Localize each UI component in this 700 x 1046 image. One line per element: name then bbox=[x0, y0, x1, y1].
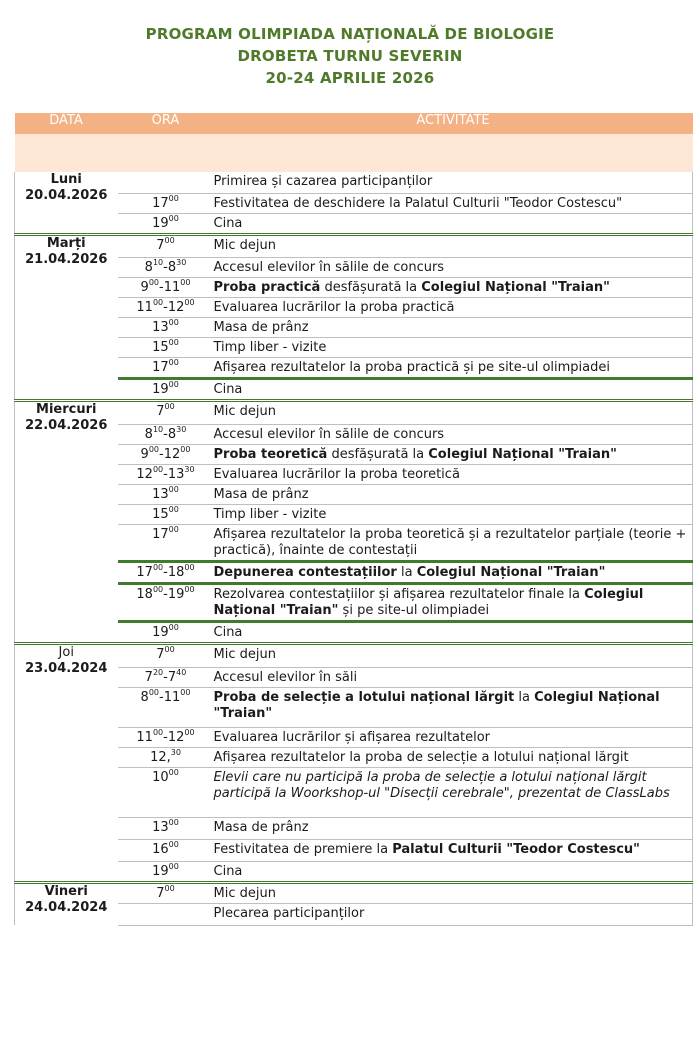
time-minute-end: 00 bbox=[184, 727, 195, 737]
activity-cell bbox=[214, 234, 693, 257]
time-cell: $9^{00}-11^{00}$ bbox=[118, 277, 214, 297]
activity-text: Plecarea participanților bbox=[213, 905, 365, 921]
time-cell bbox=[118, 861, 214, 882]
activity-text: Festivitatea de premiere la bbox=[213, 841, 393, 857]
activity-bold: Proba practică bbox=[213, 279, 321, 295]
time-minute: 00 bbox=[168, 357, 179, 367]
time-cell bbox=[118, 337, 214, 357]
time-hour: 15 bbox=[152, 506, 169, 522]
activity-bold: Colegiul Național "Traian" bbox=[213, 689, 660, 721]
time-cell: $8^{10}-8^{30}$ bbox=[118, 257, 214, 277]
schedule-table bbox=[14, 113, 693, 926]
table-row bbox=[15, 172, 693, 193]
time-minute-end: 30 bbox=[176, 424, 187, 434]
day-name: Miercuri bbox=[36, 401, 97, 417]
table-row bbox=[15, 643, 693, 667]
time-hour: 19 bbox=[152, 215, 169, 231]
time-minute-end: 00 bbox=[184, 297, 195, 307]
time-cell bbox=[118, 172, 214, 193]
time-hour: 11 bbox=[136, 729, 153, 745]
time-minute: 00 bbox=[168, 379, 179, 389]
table-row bbox=[15, 400, 693, 424]
time-hour: 17 bbox=[152, 359, 169, 375]
time-cell bbox=[118, 643, 214, 667]
activity-text: la bbox=[514, 689, 535, 705]
time-minute: 00 bbox=[164, 883, 175, 893]
time-hour: 16 bbox=[152, 841, 169, 857]
activity-text: Festivitatea de deschidere la Palatul Culturii "Teodor Costescu" bbox=[213, 195, 623, 211]
time-cell: $8^{00}-11^{00}$ bbox=[118, 687, 214, 727]
day-name: Joi bbox=[58, 644, 74, 660]
time-hour: 7 bbox=[144, 669, 153, 685]
time-minute: 00 bbox=[168, 622, 179, 632]
activity-cell bbox=[214, 861, 693, 882]
time-minute: 00 bbox=[148, 687, 160, 697]
time-hour: 9 bbox=[140, 446, 149, 462]
activity-bold: Colegiul Național "Traian" bbox=[428, 446, 617, 462]
time-cell bbox=[118, 193, 214, 213]
time-cell bbox=[118, 817, 214, 839]
time-hour: 7 bbox=[156, 646, 165, 662]
activity-text: Afișarea rezultatelor la proba teoretică și a rezultatelor parțiale (teorie + practică), înainte de contestații bbox=[213, 526, 687, 558]
time-minute-end: 00 bbox=[184, 562, 195, 572]
time-minute-end: 40 bbox=[176, 667, 187, 677]
time-hour: 8 bbox=[144, 259, 153, 275]
time-cell bbox=[118, 621, 214, 643]
time-hour: 19 bbox=[152, 624, 169, 640]
activity-text: Masa de prânz bbox=[213, 486, 309, 502]
activity-cell bbox=[214, 747, 693, 767]
time-minute: 00 bbox=[168, 337, 179, 347]
time-minute: 00 bbox=[168, 817, 179, 827]
activity-cell bbox=[214, 727, 693, 747]
activity-text: Cina bbox=[213, 215, 243, 231]
time-minute: 00 bbox=[148, 444, 160, 454]
activity-text: Accesul elevilor în săli bbox=[213, 669, 358, 685]
time-hour: 11 bbox=[136, 299, 153, 315]
activity-cell bbox=[214, 839, 693, 861]
table-header-row bbox=[15, 113, 693, 134]
activity-text: Accesul elevilor în sălile de concurs bbox=[213, 426, 445, 442]
time-cell bbox=[118, 317, 214, 337]
time-minute: 00 bbox=[152, 297, 164, 307]
activity-bold: Proba de selecție a lotului național lărgit bbox=[213, 689, 515, 705]
activity-cell bbox=[214, 277, 693, 297]
time-minute: 20 bbox=[152, 667, 164, 677]
activity-cell bbox=[214, 583, 693, 621]
activity-text: Afișarea rezultatelor la proba de selecție a lotului național lărgit bbox=[213, 749, 629, 765]
activity-cell bbox=[214, 213, 693, 234]
time-cell bbox=[118, 357, 214, 378]
activity-text: Accesul elevilor în sălile de concurs bbox=[213, 259, 445, 275]
day-name: Luni bbox=[50, 172, 82, 187]
time-hour-end: 7 bbox=[167, 669, 177, 685]
activity-text: la bbox=[396, 564, 417, 580]
activity-text: Mic dejun bbox=[213, 403, 276, 419]
activity-text: desfășurată la bbox=[320, 279, 422, 295]
activity-cell bbox=[214, 621, 693, 643]
activity-cell bbox=[214, 193, 693, 213]
day-cell bbox=[15, 882, 118, 925]
time-cell bbox=[118, 882, 214, 903]
activity-cell bbox=[214, 444, 693, 464]
time-cell: $7^{20}-7^{40}$ bbox=[118, 667, 214, 687]
day-name: Marți bbox=[46, 235, 86, 251]
time-cell bbox=[118, 524, 214, 561]
time-hour: 17 bbox=[152, 526, 169, 542]
activity-text: Timp liber - vizite bbox=[213, 339, 327, 355]
time-cell bbox=[118, 903, 214, 925]
activity-cell bbox=[214, 504, 693, 524]
time-minute: 00 bbox=[168, 193, 179, 203]
activity-cell bbox=[214, 524, 693, 561]
time-minute: 00 bbox=[168, 524, 179, 534]
time-hour-end: 12 bbox=[167, 729, 185, 745]
time-minute-end: 30 bbox=[176, 257, 187, 267]
activity-bold: Colegiul Național "Traian" bbox=[421, 279, 610, 295]
time-cell: $8^{10}-8^{30}$ bbox=[118, 424, 214, 444]
day-cell bbox=[15, 234, 118, 400]
time-hour: 13 bbox=[152, 486, 169, 502]
time-hour: 13 bbox=[152, 819, 169, 835]
activity-text: Timp liber - vizite bbox=[213, 506, 327, 522]
time-hour: 17 bbox=[152, 195, 169, 211]
header-activitate: ACTIVITATE bbox=[214, 113, 693, 134]
time-hour: 18 bbox=[136, 586, 153, 602]
activity-bold: Depunerea contestațiilor bbox=[213, 564, 397, 580]
time-hour: 13 bbox=[152, 319, 169, 335]
activity-cell bbox=[214, 357, 693, 378]
activity-bold: Colegiul Național "Traian" bbox=[416, 564, 606, 580]
activity-cell bbox=[214, 337, 693, 357]
program-title: PROGRAM OLIMPIADA NAȚIONALĂ DE BIOLOGIE bbox=[145, 25, 555, 43]
time-cell bbox=[118, 767, 214, 817]
activity-cell bbox=[214, 561, 693, 583]
activity-cell bbox=[214, 667, 693, 687]
time-hour: 7 bbox=[156, 885, 165, 901]
day-date: 21.04.2026 bbox=[25, 251, 108, 267]
activity-bold: Colegiul Național "Traian" bbox=[213, 586, 644, 618]
time-hour-end: 8 bbox=[167, 259, 177, 275]
time-cell: $9^{00}-12^{00}$ bbox=[118, 444, 214, 464]
day-date: 24.04.2024 bbox=[25, 899, 108, 915]
activity-cell bbox=[214, 643, 693, 667]
time-minute: 00 bbox=[168, 839, 179, 849]
time-hour: 19 bbox=[152, 381, 169, 397]
day-cell bbox=[15, 643, 118, 882]
activity-text: Mic dejun bbox=[213, 237, 276, 253]
time-cell: $11^{00}-12^{00}$ bbox=[118, 727, 214, 747]
time-cell: $12^{00}-13^{30}$ bbox=[118, 464, 214, 484]
activity-text: Evaluarea lucrărilor și afișarea rezultatelor bbox=[213, 729, 491, 745]
time-minute: 00 bbox=[168, 213, 179, 223]
time-hour-end: 19 bbox=[167, 586, 185, 602]
day-cell bbox=[15, 172, 118, 234]
time-minute: 00 bbox=[164, 235, 175, 245]
time-hour: 10 bbox=[152, 769, 169, 785]
time-hour: 9 bbox=[140, 279, 149, 295]
activity-text: Cina bbox=[213, 624, 243, 640]
activity-text: Afișarea rezultatelor la proba practică și pe site-ul olimpiadei bbox=[213, 359, 610, 375]
time-minute: 00 bbox=[168, 767, 179, 777]
time-hour: 7 bbox=[156, 237, 165, 253]
time-minute: 00 bbox=[168, 484, 179, 494]
time-hour: 17 bbox=[136, 564, 153, 580]
activity-cell bbox=[214, 378, 693, 400]
time-cell: $18^{00}-19^{00}$ bbox=[118, 583, 214, 621]
activity-cell bbox=[214, 257, 693, 277]
day-cell bbox=[15, 400, 118, 643]
activity-cell bbox=[214, 903, 693, 925]
time-minute: 00 bbox=[168, 504, 179, 514]
time-cell bbox=[118, 504, 214, 524]
activity-text: Primirea și cazarea participanților bbox=[213, 174, 433, 189]
time-minute: 00 bbox=[148, 277, 160, 287]
time-hour: 19 bbox=[152, 863, 169, 879]
day-date: 20.04.2026 bbox=[25, 188, 108, 203]
time-hour: 12, bbox=[150, 749, 171, 765]
time-cell bbox=[118, 839, 214, 861]
table-row bbox=[15, 234, 693, 257]
day-date: 23.04.2024 bbox=[25, 660, 108, 676]
time-minute: 00 bbox=[168, 861, 179, 871]
time-minute-end: 00 bbox=[180, 687, 191, 697]
time-hour: 8 bbox=[144, 426, 153, 442]
header-data: DATA bbox=[15, 113, 118, 134]
time-minute-end: 00 bbox=[184, 584, 195, 594]
time-cell bbox=[118, 234, 214, 257]
time-minute: 10 bbox=[152, 257, 164, 267]
program-dates: 20-24 APRILIE 2026 bbox=[265, 69, 435, 87]
activity-cell bbox=[214, 817, 693, 839]
time-minute: 00 bbox=[164, 644, 175, 654]
time-hour-end: 18 bbox=[167, 564, 185, 580]
time-hour: 8 bbox=[140, 689, 149, 705]
activity-cell bbox=[214, 297, 693, 317]
time-hour: 7 bbox=[156, 403, 165, 419]
time-cell bbox=[118, 400, 214, 424]
table-row bbox=[15, 882, 693, 903]
activity-text: și pe site-ul olimpiadei bbox=[338, 602, 490, 618]
time-hour-end: 12 bbox=[167, 299, 185, 315]
time-minute: 00 bbox=[164, 401, 175, 411]
time-minute-end: 30 bbox=[184, 464, 195, 474]
activity-note: Elevii care nu participă la proba de selecție a lotului național lărgit participă la Woorkshop-ul "Disecții cerebrale", prezentat de ClassLabs bbox=[213, 769, 670, 801]
header-ora: ORA bbox=[118, 113, 214, 134]
time-minute: 00 bbox=[152, 562, 164, 572]
activity-cell bbox=[214, 317, 693, 337]
time-minute: 00 bbox=[152, 584, 164, 594]
time-minute-end: 00 bbox=[180, 444, 191, 454]
activity-text: Masa de prânz bbox=[213, 319, 309, 335]
activity-text: Evaluarea lucrărilor la proba teoretică bbox=[213, 466, 460, 482]
activity-cell bbox=[214, 484, 693, 504]
time-cell bbox=[118, 378, 214, 400]
activity-text: Cina bbox=[213, 863, 243, 879]
time-minute: 30 bbox=[170, 747, 181, 757]
activity-cell bbox=[214, 424, 693, 444]
day-date: 22.04.2026 bbox=[25, 417, 108, 433]
time-minute: 10 bbox=[152, 424, 164, 434]
time-minute-end: 00 bbox=[180, 277, 191, 287]
activity-cell bbox=[214, 767, 693, 817]
time-cell: $11^{00}-12^{00}$ bbox=[118, 297, 214, 317]
time-hour-end: 11 bbox=[163, 689, 181, 705]
activity-cell bbox=[214, 687, 693, 727]
day-name: Vineri bbox=[44, 883, 88, 899]
time-hour: 15 bbox=[152, 339, 169, 355]
time-hour: 12 bbox=[136, 466, 153, 482]
time-hour-end: 11 bbox=[163, 279, 181, 295]
activity-bold: Palatul Culturii "Teodor Costescu" bbox=[392, 841, 640, 857]
activity-cell bbox=[214, 172, 693, 193]
activity-text: Evaluarea lucrărilor la proba practică bbox=[213, 299, 455, 315]
time-minute: 00 bbox=[168, 317, 179, 327]
activity-text: Mic dejun bbox=[213, 885, 276, 901]
activity-text: Mic dejun bbox=[213, 646, 276, 662]
activity-cell bbox=[214, 464, 693, 484]
time-minute: 00 bbox=[152, 464, 164, 474]
activity-text: desfășurată la bbox=[327, 446, 429, 462]
time-minute: 00 bbox=[152, 727, 164, 737]
activity-text: Rezolvarea contestațiilor și afișarea rezultatelor finale la bbox=[213, 586, 585, 602]
time-hour-end: 12 bbox=[163, 446, 181, 462]
time-cell: $17^{00}-18^{00}$ bbox=[118, 561, 214, 583]
activity-cell bbox=[214, 882, 693, 903]
program-location: DROBETA TURNU SEVERIN bbox=[237, 47, 463, 65]
activity-text: Masa de prânz bbox=[213, 819, 309, 835]
header-band bbox=[15, 134, 693, 172]
activity-bold: Proba teoretică bbox=[213, 446, 328, 462]
time-cell bbox=[118, 484, 214, 504]
time-hour-end: 13 bbox=[167, 466, 185, 482]
time-cell bbox=[118, 213, 214, 234]
activity-cell bbox=[214, 400, 693, 424]
time-cell bbox=[118, 747, 214, 767]
time-hour-end: 8 bbox=[167, 426, 177, 442]
activity-text: Cina bbox=[213, 381, 243, 397]
